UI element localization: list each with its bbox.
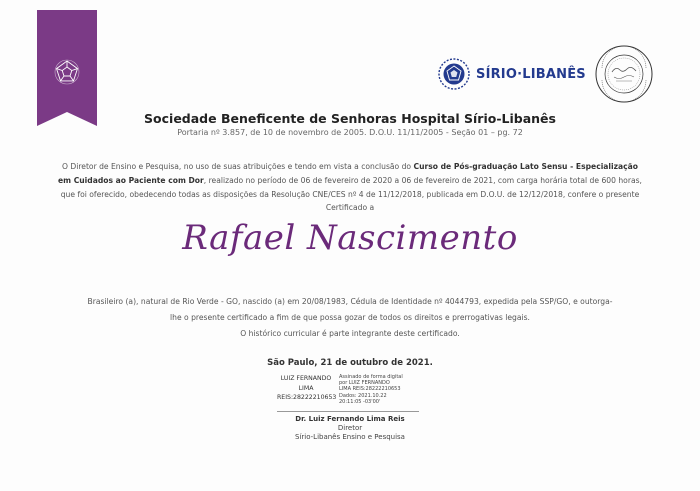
ribbon-emblem-icon xyxy=(37,10,97,126)
details-line1: Brasileiro (a), natural de Rio Verde - GO, nascido (a) em 20/08/1983, Cédula de Identidade nº 4044793, expedida pela SSP/GO, e outorga- xyxy=(87,297,613,306)
digital-signature-metadata xyxy=(339,374,429,405)
certificate-body xyxy=(28,160,672,215)
recipient-name: Rafael Nascimento xyxy=(182,218,518,258)
recipient-details xyxy=(40,294,660,341)
digital-signature xyxy=(277,374,427,410)
sig-name-line3: REIS:28222210653 xyxy=(277,394,337,401)
sig-meta-line4: Dados: 2021.10.22 xyxy=(339,392,387,399)
signer-unit: Sírio-Libanês Ensino e Pesquisa xyxy=(295,433,405,441)
federal-seal-icon xyxy=(594,44,654,104)
digital-signature-name xyxy=(277,374,335,403)
signer-role: Diretor xyxy=(337,424,363,432)
body-period: , realizado no período de 06 de fevereiro de 2020 a 06 de fevereiro de 2021, com carga horária total de 600 horas, xyxy=(203,175,642,185)
signature-line xyxy=(277,411,419,412)
sig-meta-line3: LIMA REIS:28222210653 xyxy=(339,386,401,393)
sirio-libanes-logo xyxy=(437,57,586,91)
body-intro: O Diretor de Ensino e Pesquisa, no uso de suas atribuições e tendo em vista a conclusão do xyxy=(61,162,412,171)
sig-name-line1: LUIZ FERNANDO xyxy=(280,375,332,382)
signer-block xyxy=(0,415,700,442)
course-name-part2: em Cuidados ao Paciente com Dor xyxy=(58,175,204,185)
body-certificate-to: Certificado a xyxy=(325,203,375,213)
signer-name: Dr. Luiz Fernando Lima Reis xyxy=(295,415,405,423)
sig-meta-line1: Assinado de forma digital xyxy=(339,374,403,380)
logo-wordmark: SÍRIO·LIBANÊS xyxy=(476,66,586,82)
details-line3: O histórico curricular é parte integrante deste certificado. xyxy=(240,328,460,338)
sig-name-line2: LIMA xyxy=(298,384,314,392)
body-resolution: que foi oferecido, obedecendo todas as disposições da Resolução CNE/CES nº 4 de 11/12/2018, publicada em D.O.U. de 12/12/2018, confere o presente xyxy=(60,189,640,199)
details-line2: lhe o presente certificado a fim de que possa gozar de todos os direitos e prerrogativas legais. xyxy=(170,312,530,322)
course-name-part1: Curso de Pós-graduação Lato Sensu - Especialização xyxy=(413,162,639,171)
sig-meta-line2: por LUIZ FERNANDO xyxy=(339,380,390,387)
ordinance-reference: Portaria nº 3.857, de 10 de novembro de 2005. D.O.U. 11/11/2005 - Seção 01 – pg. 72 xyxy=(177,128,523,137)
issue-date: São Paulo, 21 de outubro de 2021. xyxy=(267,358,433,368)
sirio-globe-icon xyxy=(437,57,471,91)
sig-meta-line5: 20:11:05 -03'00' xyxy=(339,398,381,405)
organization-title: Sociedade Beneficente de Senhoras Hospital Sírio-Libanês xyxy=(144,111,556,126)
